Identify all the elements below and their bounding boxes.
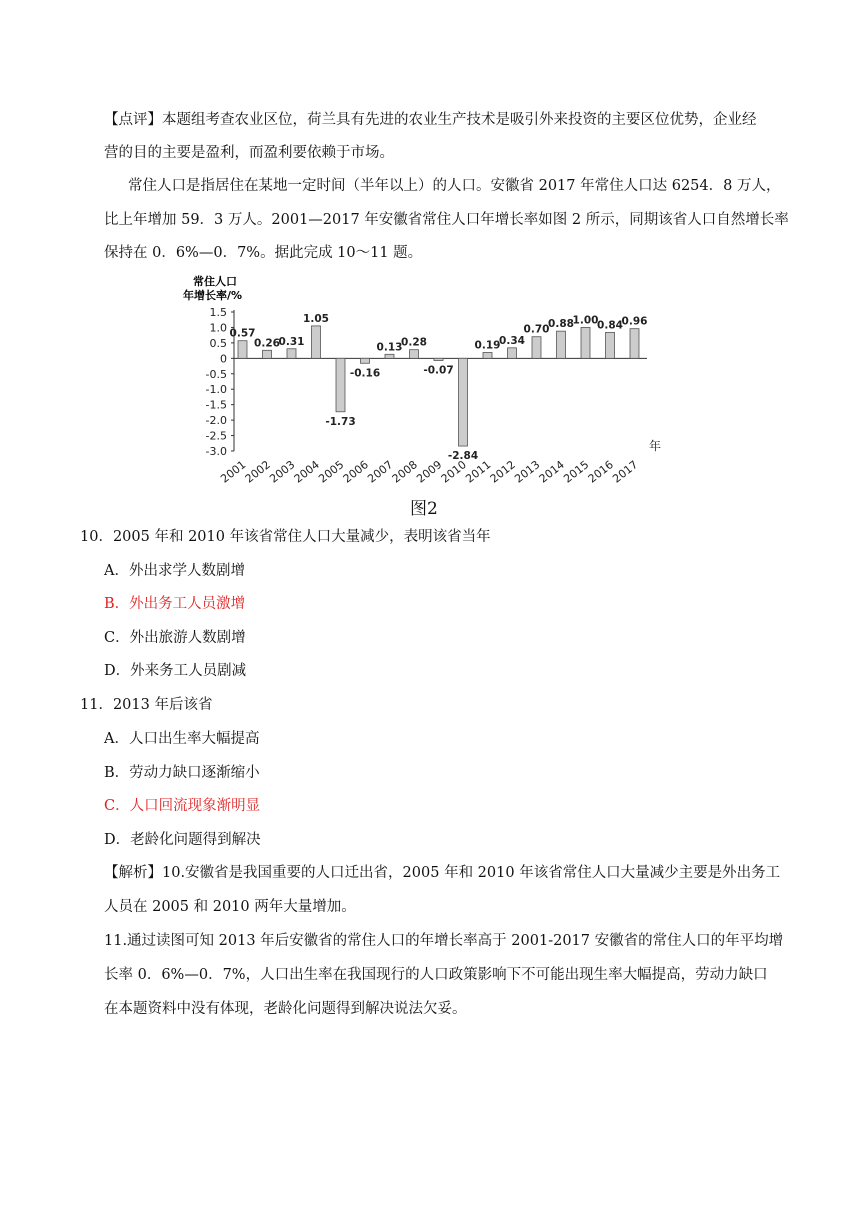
q10-stem: 10．2005 年和 2010 年该省常住人口大量减少，表明该省当年 bbox=[80, 529, 491, 545]
analysis-line-2: 人员在 2005 和 2010 两年大量增加。 bbox=[104, 899, 356, 915]
chart-ylabel-line-2: 年增长率/% bbox=[183, 289, 243, 302]
y-tick-label: -2.0 bbox=[205, 414, 227, 428]
x-tick-label: 2007 bbox=[365, 458, 396, 486]
x-tick-label: 2006 bbox=[340, 458, 371, 486]
bar bbox=[557, 331, 566, 358]
chart-axes bbox=[206, 306, 661, 458]
x-tick-label: 2009 bbox=[414, 458, 445, 486]
bar-value-label: 0.70 bbox=[523, 323, 550, 336]
bar-value-label: -0.16 bbox=[349, 367, 381, 380]
y-tick-label: -2.5 bbox=[205, 429, 227, 443]
bar-value-label: 0.28 bbox=[401, 336, 427, 349]
bar-value-label: 0.31 bbox=[278, 335, 305, 348]
bar-value-label: 0.13 bbox=[376, 341, 403, 354]
bar bbox=[459, 358, 468, 446]
analysis-line-3: 11.通过读图可知 2013 年后安徽省的常住人口的年增长率高于 2001-2017 安徽省的常住人口的年平均增 bbox=[104, 933, 784, 949]
x-tick-label: 2013 bbox=[512, 458, 543, 486]
y-tick-label: -0.5 bbox=[205, 367, 227, 381]
bar bbox=[336, 358, 345, 411]
q10-option-b-answer: B．外出务工人员激增 bbox=[104, 596, 246, 612]
bar-value-label: -1.73 bbox=[325, 415, 356, 428]
bar-value-label: 0.26 bbox=[254, 337, 280, 350]
population-growth-chart bbox=[175, 272, 685, 490]
q10-option-c: C．外出旅游人数剧增 bbox=[104, 630, 246, 646]
y-tick-label: -1.5 bbox=[205, 398, 227, 412]
bar bbox=[630, 329, 639, 359]
q11-option-d: D．老龄化问题得到解决 bbox=[104, 832, 261, 848]
comment-line-1: 【点评】本题组考查农业区位，荷兰具有先进的农业生产技术是吸引外来投资的主要区位优势，企业经 bbox=[104, 112, 757, 128]
q10-option-a: A．外出求学人数剧增 bbox=[104, 563, 245, 579]
x-unit-label: 年 bbox=[649, 439, 662, 453]
bar-value-label: 1.00 bbox=[572, 314, 599, 327]
bar bbox=[287, 349, 296, 359]
figure-caption: 图2 bbox=[410, 499, 438, 519]
x-tick-label: 2012 bbox=[487, 458, 518, 486]
x-tick-label: 2011 bbox=[463, 458, 494, 486]
q11-option-b: B．劳动力缺口逐渐缩小 bbox=[104, 765, 260, 781]
comment-line-2: 营的目的主要是盈利，而盈利要依赖于市场。 bbox=[104, 145, 394, 161]
bar bbox=[483, 352, 492, 358]
x-tick-label: 2015 bbox=[561, 458, 592, 486]
bar bbox=[434, 358, 443, 360]
analysis-line-5: 在本题资料中没有体现，老龄化问题得到解决说法欠妥。 bbox=[104, 1001, 467, 1017]
bar bbox=[581, 327, 590, 358]
x-tick-label: 2014 bbox=[536, 458, 567, 486]
q11-option-a: A．人口出生率大幅提高 bbox=[104, 731, 260, 747]
x-tick-label: 2002 bbox=[242, 458, 273, 486]
bar-value-label: 0.34 bbox=[499, 334, 525, 347]
bar-value-label: 0.19 bbox=[474, 339, 501, 352]
y-tick-label: -1.0 bbox=[205, 383, 227, 397]
bar-value-label: -2.84 bbox=[447, 450, 479, 463]
y-tick-label: 1.0 bbox=[209, 321, 227, 335]
bar bbox=[385, 354, 394, 358]
x-tick-label: 2017 bbox=[610, 458, 641, 486]
bar bbox=[606, 332, 615, 358]
bar-value-label: 0.84 bbox=[597, 319, 623, 332]
x-tick-label: 2001 bbox=[218, 458, 249, 486]
passage-line-3: 保持在 0．6%—0．7%。据此完成 10～11 题。 bbox=[104, 245, 423, 261]
bar bbox=[532, 337, 541, 359]
bar-value-label: 1.05 bbox=[303, 312, 329, 325]
bar-value-label: 0.88 bbox=[548, 318, 574, 331]
x-tick-label: 2010 bbox=[438, 458, 469, 486]
q11-stem: 11．2013 年后该省 bbox=[80, 697, 213, 713]
passage-line-2: 比上年增加 59．3 万人。2001—2017 年安徽省常住人口年增长率如图 2 所示，同期该省人口自然增长率 bbox=[104, 212, 789, 228]
analysis-line-4: 长率 0．6%—0．7%，人口出生率在我国现行的人口政策影响下不可能出现生率大幅提高，劳动力缺口 bbox=[104, 967, 768, 983]
bar-value-label: -0.07 bbox=[423, 364, 454, 377]
bar bbox=[312, 326, 321, 358]
analysis-line-1: 【解析】10.安徽省是我国重要的人口迁出省，2005 年和 2010 年该省常住人口大量减少主要是外出务工 bbox=[104, 865, 781, 881]
passage-line-1: 常住人口是指居住在某地一定时间（半年以上）的人口。安徽省 2017 年常住人口达 6254．8 万人， bbox=[128, 178, 781, 194]
q11-option-c-answer: C．人口回流现象渐明显 bbox=[104, 798, 261, 814]
y-tick-label: 1.5 bbox=[209, 306, 227, 319]
x-tick-label: 2005 bbox=[316, 458, 347, 486]
bar bbox=[263, 350, 272, 358]
x-tick-label: 2016 bbox=[585, 458, 616, 486]
y-tick-label: 0.5 bbox=[209, 336, 227, 350]
bar-value-label: 0.57 bbox=[229, 327, 256, 340]
chart-bars bbox=[218, 313, 647, 486]
x-tick-label: 2008 bbox=[389, 458, 420, 486]
chart-ylabel-line-1: 常住人口 bbox=[193, 275, 237, 288]
y-tick-label: -3.0 bbox=[205, 445, 227, 458]
x-tick-label: 2004 bbox=[291, 458, 322, 486]
bar bbox=[361, 358, 370, 363]
bar bbox=[238, 341, 247, 359]
q10-option-d: D．外来务工人员剧减 bbox=[104, 663, 247, 679]
bar-value-label: 0.96 bbox=[621, 315, 648, 328]
y-tick-label: 0 bbox=[220, 352, 227, 366]
bar bbox=[410, 350, 419, 359]
x-tick-label: 2003 bbox=[267, 458, 298, 486]
bar bbox=[508, 348, 517, 359]
